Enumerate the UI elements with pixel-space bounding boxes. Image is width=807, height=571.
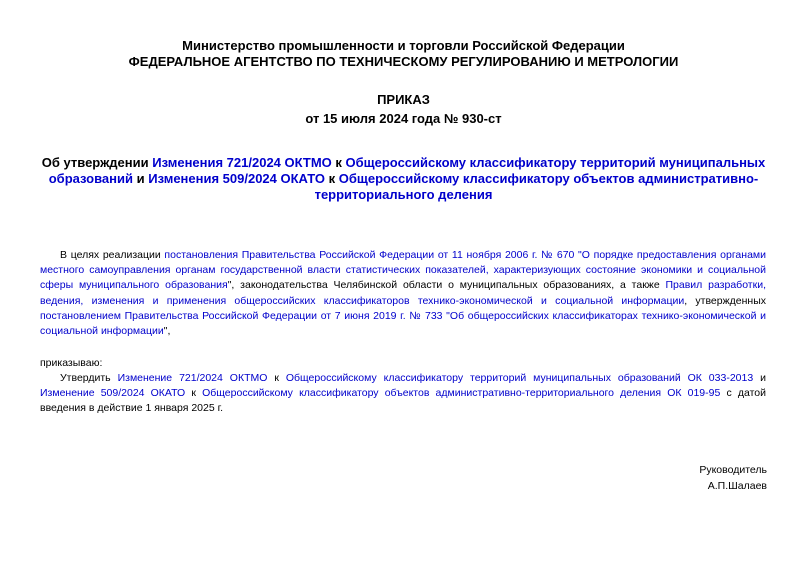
title-link-okato-change[interactable]: Изменения 509/2024 ОКАТО (148, 171, 326, 186)
paragraph-text: В целях реализации (60, 249, 165, 261)
paragraph-text: Утвердить (60, 372, 118, 384)
title-link-oktmo[interactable]: Общероссийскому классификатору территорий муниципальных образований (48, 155, 766, 186)
preamble-paragraph (40, 248, 766, 339)
title-text: Об утверждении (41, 155, 153, 170)
document-title (40, 155, 767, 203)
link-resolution-733[interactable]: постановлением Правительства Российской Федерации от 7 июня 2019 г. № 733 "Об общероссийских классификаторах технико-экономической и социальной информации (40, 309, 766, 338)
document-date-number: от 15 июля 2024 года № 930-ст (305, 111, 502, 126)
title-link-oktmo-change[interactable]: Изменения 721/2024 ОКТМО (152, 155, 332, 170)
link-okato-classifier[interactable]: Общероссийскому классификатору объектов административно-территориального деления ОК 019-95 (202, 387, 721, 400)
order-word: приказываю: (40, 357, 103, 369)
link-classifier-rules[interactable]: Правил разработки, ведения, изменения и применения общероссийских классификаторов технико-экономической и социальной информации (40, 279, 766, 307)
paragraph-text: с датой введения в действие 1 января 2025 г. (40, 387, 766, 415)
paragraph-text: ", (163, 325, 171, 338)
document-type: ПРИКАЗ (377, 92, 430, 107)
title-text: к (325, 171, 339, 186)
link-oktmo-classifier[interactable]: Общероссийскому классификатору территорий муниципальных образований ОК 033-2013 (285, 372, 754, 384)
link-resolution-670[interactable]: постановления Правительства Российской Федерации от 11 ноября 2006 г. № 670 "О порядке предоставления органами местного самоуправления органам государственной власти статистических показателей, характеризующих состояние экономики и социальной сферы муниципального образования (40, 249, 766, 292)
paragraph-text: к (267, 372, 286, 384)
link-okato-change[interactable]: Изменение 509/2024 ОКАТО (40, 387, 186, 400)
approval-paragraph (40, 371, 766, 417)
title-text: и (133, 171, 149, 186)
title-text: к (331, 155, 346, 170)
title-link-okato[interactable]: Общероссийскому классификатору объектов административно-территориального деления (314, 171, 759, 202)
paragraph-text: , утвержденных (684, 294, 766, 307)
paragraph-text: к (185, 387, 203, 400)
link-oktmo-change[interactable]: Изменение 721/2024 ОКТМО (117, 372, 268, 384)
agency-name: ФЕДЕРАЛЬНОЕ АГЕНТСТВО ПО ТЕХНИЧЕСКОМУ РЕГУЛИРОВАНИЮ И МЕТРОЛОГИИ (128, 54, 679, 69)
paragraph-text: и (753, 372, 766, 384)
signatory-position: Руководитель (699, 464, 767, 476)
paragraph-text: ", законодательства Челябинской области о муниципальных образованиях, а также (227, 279, 666, 292)
signatory-name: А.П.Шалаев (707, 480, 767, 492)
ministry-name: Министерство промышленности и торговли Российской Федерации (182, 38, 625, 53)
